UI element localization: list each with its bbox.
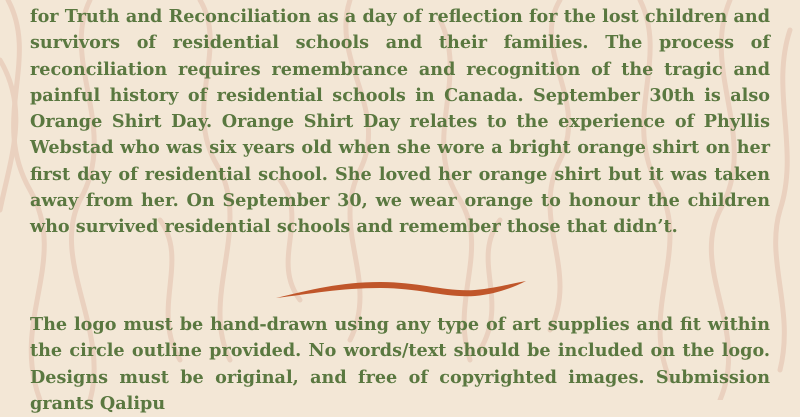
paragraph-orange-shirt-day: for Truth and Reconciliation as a day of reflection for the lost children and survivors of residential schools and their families. The process of reconciliation requires remembrance and recognition of the tragic and painful history of residential schools in Canada. September 30th is also Orange Shirt Day. Orange Shirt Day relates to the experience of Phyllis Webstad who was six years old when she wore a bright orange shirt on her first day of residential school. She loved her orange shirt but it was taken away from her. On September 30, we wear orange to honour the children who survived residential schools and remember those that didn’t. <box>30 6 770 238</box>
brush-stroke-divider <box>270 276 532 302</box>
paragraph-logo-rules: The logo must be hand-drawn using any type of art supplies and fit within the circle outline provided. No words/text should be included on the logo. Designs must be original, and free of copyrighted images. Submission grants Qalipu <box>30 314 770 414</box>
